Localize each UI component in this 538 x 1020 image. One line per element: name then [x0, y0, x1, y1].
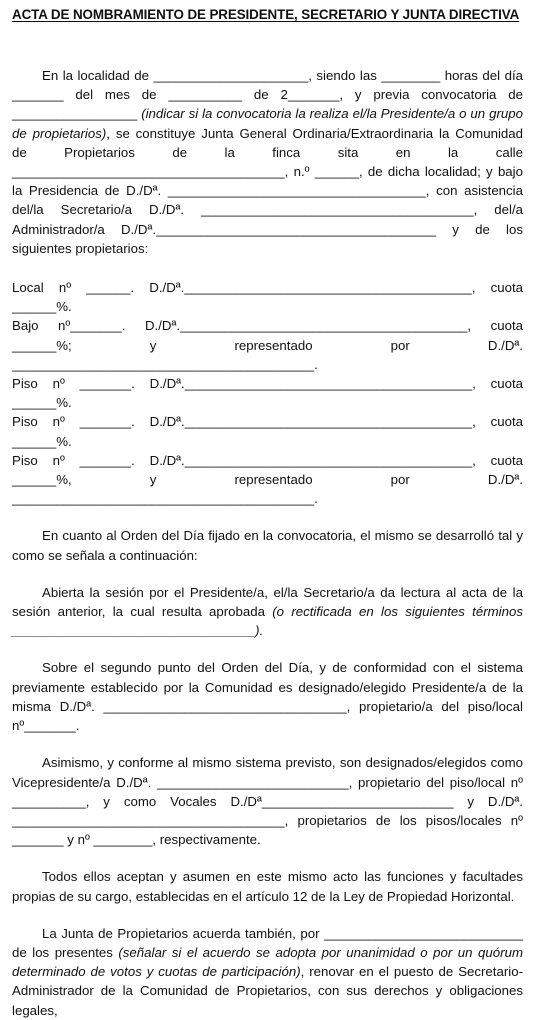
owner-line: Bajo nº_______. D./Dª._______________________________________, cuota ______%; y representado por D./Dª. _________________________________________.: [12, 318, 523, 372]
opening-paragraph: [12, 66, 523, 258]
secretary-text: La Junta de Propietarios acuerda también, por ___________________________ de los presentes: [12, 925, 523, 960]
secretary-text-cont: , renovar en el puesto de Secretario-Administrador de la Comunidad de Propietarios, con sus derechos y obligaciones legales,: [12, 964, 523, 1018]
owner-line: Piso nº _______. D./Dª._______________________________________, cuota ______%.: [12, 414, 523, 449]
quorum-note: (señalar si el acuerdo se adopta por unanimidad o por un quórum determinado de votos y cuotas de participación): [12, 944, 523, 980]
owner-line: Local nº ______. D./Dª._______________________________________, cuota ______%.: [12, 280, 523, 315]
document-title: ACTA DE NOMBRAMIENTO DE PRESIDENTE, SECRETARIO Y JUNTA DIRECTIVA: [12, 7, 520, 22]
convocatoria-note: (indicar si la convocatoria la realiza el/la Presidente/a o un grupo de propietarios): [12, 106, 523, 141]
opening-text: En la localidad de _____________________, siendo las ________ horas del día _______ del mes de __________ de 2_______, y previa convocatoria de _________________: [12, 68, 523, 122]
opening-text-cont: , se constituye Junta General Ordinaria/Extraordinaria la Comunidad de Propietarios de la finca sita en la calle _____________________________________, n.º ______, de dicha localidad; y bajo la Presidencia de D./Dª. ___________________________________, con asistencia del/la Secretario/a D./Dª. _____________________________________, del/a Administrador/a D./Dª.______________________________________ y de los siguientes propietarios:: [12, 125, 523, 256]
acceptance-paragraph: Todos ellos aceptan y asumen en este mismo acto las funciones y facultades propias de su cargo, establecidas en el artículo 12 de la Ley de Propiedad Horizontal.: [12, 869, 523, 904]
secretary-paragraph: [12, 924, 523, 1020]
owners-list: [12, 278, 523, 508]
president-paragraph: Sobre el segundo punto del Orden del Día, y de conformidad con el sistema previamente establecido por la Comunidad es designado/elegido Presidente/a de la misma D./Dª. _________________________________, propietario/a del piso/local nº_______.: [12, 660, 523, 734]
agenda-paragraph: En cuanto al Orden del Día fijado en la convocatoria, el mismo se desarrolló tal y como se señala a continuación:: [12, 528, 523, 563]
rectification-note: (o rectificada en los siguientes términos _________________________________).: [12, 604, 523, 639]
previous-minutes-text: Abierta la sesión por el Presidente/a, el/la Secretario/a da lectura al acta de la sesión anterior, la cual resulta aprobada: [12, 584, 523, 620]
owner-line: Piso nº _______. D./Dª._______________________________________, cuota ______%.: [12, 376, 523, 411]
vice-president-paragraph: Asimismo, y conforme al mismo sistema previsto, son designados/elegidos como Vicepresidente/a D./Dª. __________________________, propietario del piso/local nº __________, y como Vocales D./Dª__________________________ y D./Dª. _____________________________________, propietarios de los pisos/locales nº _______ y nº ________, respectivamente.: [12, 755, 523, 848]
document-body: [12, 66, 523, 1020]
owner-line: Piso nº _______. D./Dª._______________________________________, cuota ______%, y representado por D./Dª. _________________________________________.: [12, 452, 523, 507]
previous-minutes-paragraph: [12, 583, 523, 641]
